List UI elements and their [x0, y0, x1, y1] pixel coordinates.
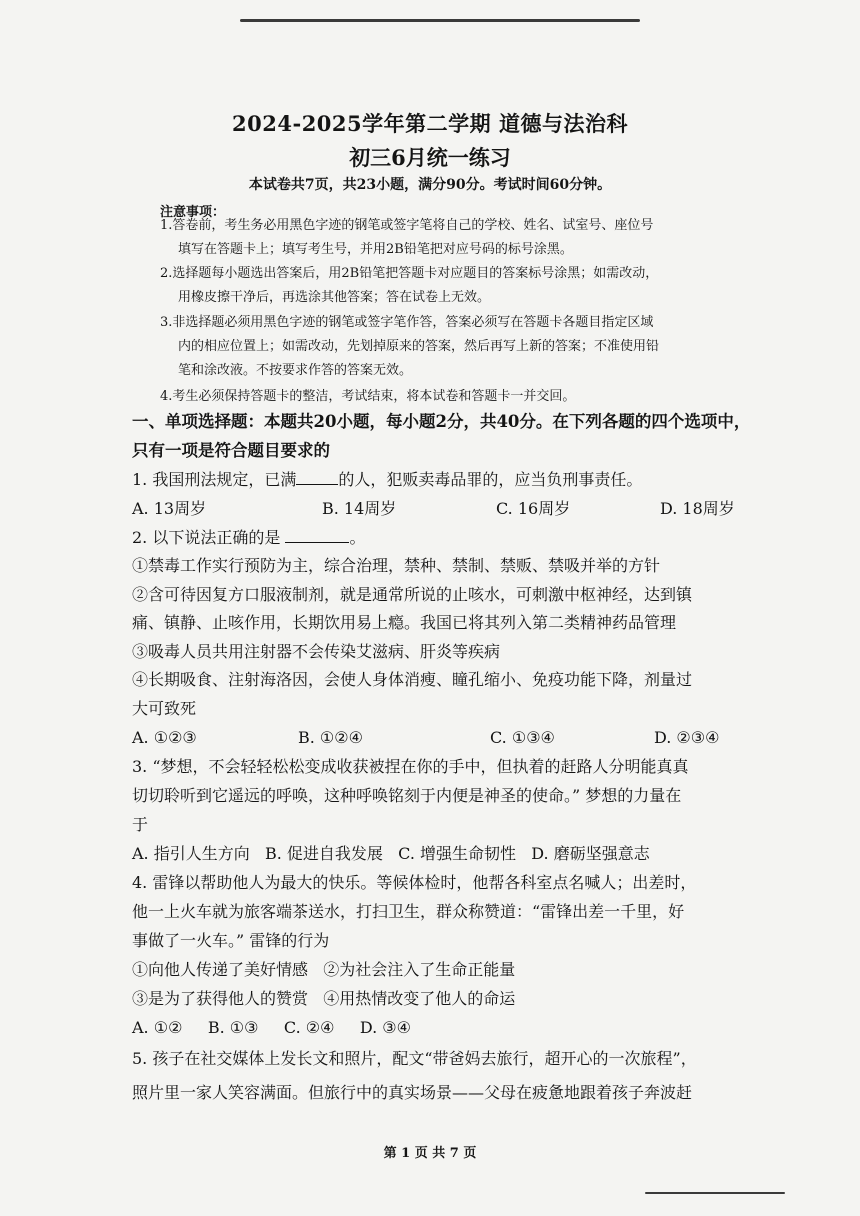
question-4-stem: 4. 雷锋以帮助他人为最大的快乐。等候体检时，他帮各科室点名喊人；出差时， [132, 873, 697, 892]
section-heading: 一、单项选择题：本题共20小题，每小题2分，共40分。在下列各题的四个选项中， [132, 412, 751, 431]
scan-edge-bottom [645, 1192, 785, 1194]
note-item-2: 2.选择题每小题选出答案后，用2B铅笔把答题卡对应题目的答案标号涂黑；如需改动， [160, 266, 659, 281]
note-item-2-cont: 用橡皮擦干净后，再选涂其他答案；答在试卷上无效。 [178, 290, 491, 305]
question-1-stem-b: 的人，犯贩卖毒品罪的，应当负刑事责任。 [338, 470, 643, 489]
q2-option-a: A. ①②③ [132, 728, 197, 747]
q2-statement-4-cont: 大可致死 [132, 699, 197, 718]
note-item-4: 4.考生必须保持答题卡的整洁，考试结束，将本试卷和答题卡一并交回。 [160, 389, 576, 404]
q2-statement-1: ①禁毒工作实行预防为主，综合治理，禁种、禁制、禁贩、禁吸并举的方针 [132, 556, 661, 575]
exam-subtitle: 初三6月统一练习 [349, 145, 511, 170]
q2-statement-3: ③吸毒人员共用注射器不会传染艾滋病、肝炎等疾病 [132, 642, 501, 661]
section-heading-cont: 只有一项是符合题目要求的 [132, 441, 330, 460]
scan-edge-top [240, 19, 640, 22]
q4-options: A. ①② B. ①③ C. ②④ D. ③④ [132, 1018, 411, 1037]
question-3-stem-cont: 切切聆听到它遥远的呼唤，这种呼唤铭刻于内便是神圣的使命。” 梦想的力量在 [132, 786, 682, 805]
question-1-stem [132, 467, 642, 493]
q2-option-c: C. ①③④ [490, 728, 555, 747]
question-1-stem-a: 1. 我国刑法规定，已满 [132, 470, 297, 489]
notes-heading: 注意事项： [160, 205, 226, 220]
note-item-3-cont: 内的相应位置上；如需改动，先划掉原来的答案，然后再写上新的答案；不准使用铅 [178, 339, 660, 354]
note-item-3: 3.非选择题必须用黑色字迹的钢笔或签字笔作答，答案必须写在答题卡各题目指定区域 [160, 315, 654, 330]
question-2-stem-b: 。 [349, 528, 366, 547]
q2-option-b: B. ①②④ [298, 728, 363, 747]
q1-option-d: D. 18周岁 [660, 499, 735, 518]
question-4-stem-cont2: 事做了一火车。” 雷锋的行为 [132, 931, 330, 950]
question-3-stem-cont2: 于 [132, 815, 149, 834]
exam-title: 2024-2025学年第二学期 道德与法治科 [232, 111, 628, 136]
q3-options: A. 指引人生方向 B. 促进自我发展 C. 增强生命韧性 D. 磨砺坚强意志 [132, 844, 650, 863]
question-3-stem: 3. “梦想，不会轻轻松松变成收获被捏在你的手中，但执着的赶路人分明能真真 [132, 757, 689, 776]
answer-blank [296, 468, 338, 485]
q2-statement-4: ④长期吸食、注射海洛因，会使人身体消瘦、瞳孔缩小、免疫功能下降，剂量过 [132, 670, 693, 689]
q4-statements-1-2: ①向他人传递了美好情感 ②为社会注入了生命正能量 [132, 960, 516, 979]
q2-option-d: D. ②③④ [654, 728, 720, 747]
q1-option-b: B. 14周岁 [322, 499, 397, 518]
note-item-1: 1.答卷前，考生务必用黑色字迹的钢笔或签字笔将自己的学校、姓名、试室号、座位号 [160, 218, 654, 233]
question-4-stem-cont: 他一上火车就为旅客端茶送水，打扫卫生，群众称赞道：“雷锋出差一千里，好 [132, 902, 685, 921]
q4-statements-3-4: ③是为了获得他人的赞赏 ④用热情改变了他人的命运 [132, 989, 516, 1008]
q1-option-a: A. 13周岁 [132, 499, 207, 518]
page-number: 第 1 页 共 7 页 [383, 1146, 477, 1161]
note-item-3-cont2: 笔和涂改液。不按要求作答的答案无效。 [178, 363, 413, 378]
exam-info: 本试卷共7页，共23小题，满分90分。考试时间60分钟。 [248, 177, 612, 193]
question-5-stem: 5. 孩子在社交媒体上发长文和照片，配文“带爸妈去旅行，超开心的一次旅程”， [132, 1049, 697, 1068]
question-5-stem-cont: 照片里一家人笑容满面。但旅行中的真实场景——父母在疲惫地跟着孩子奔波赶 [132, 1083, 693, 1102]
q2-statement-2-cont: 痛、镇静、止咳作用，长期饮用易上瘾。我国已将其列入第二类精神药品管理 [132, 613, 677, 632]
answer-blank [285, 526, 349, 543]
q1-option-c: C. 16周岁 [496, 499, 571, 518]
note-item-1-cont: 填写在答题卡上；填写考生号，并用2B铅笔把对应号码的标号涂黑。 [178, 242, 573, 257]
question-2-stem [132, 525, 365, 551]
question-2-stem-a: 2. 以下说法正确的是 [132, 528, 286, 547]
q2-statement-2: ②含可待因复方口服液制剂，就是通常所说的止咳水，可刺激中枢神经，达到镇 [132, 585, 693, 604]
